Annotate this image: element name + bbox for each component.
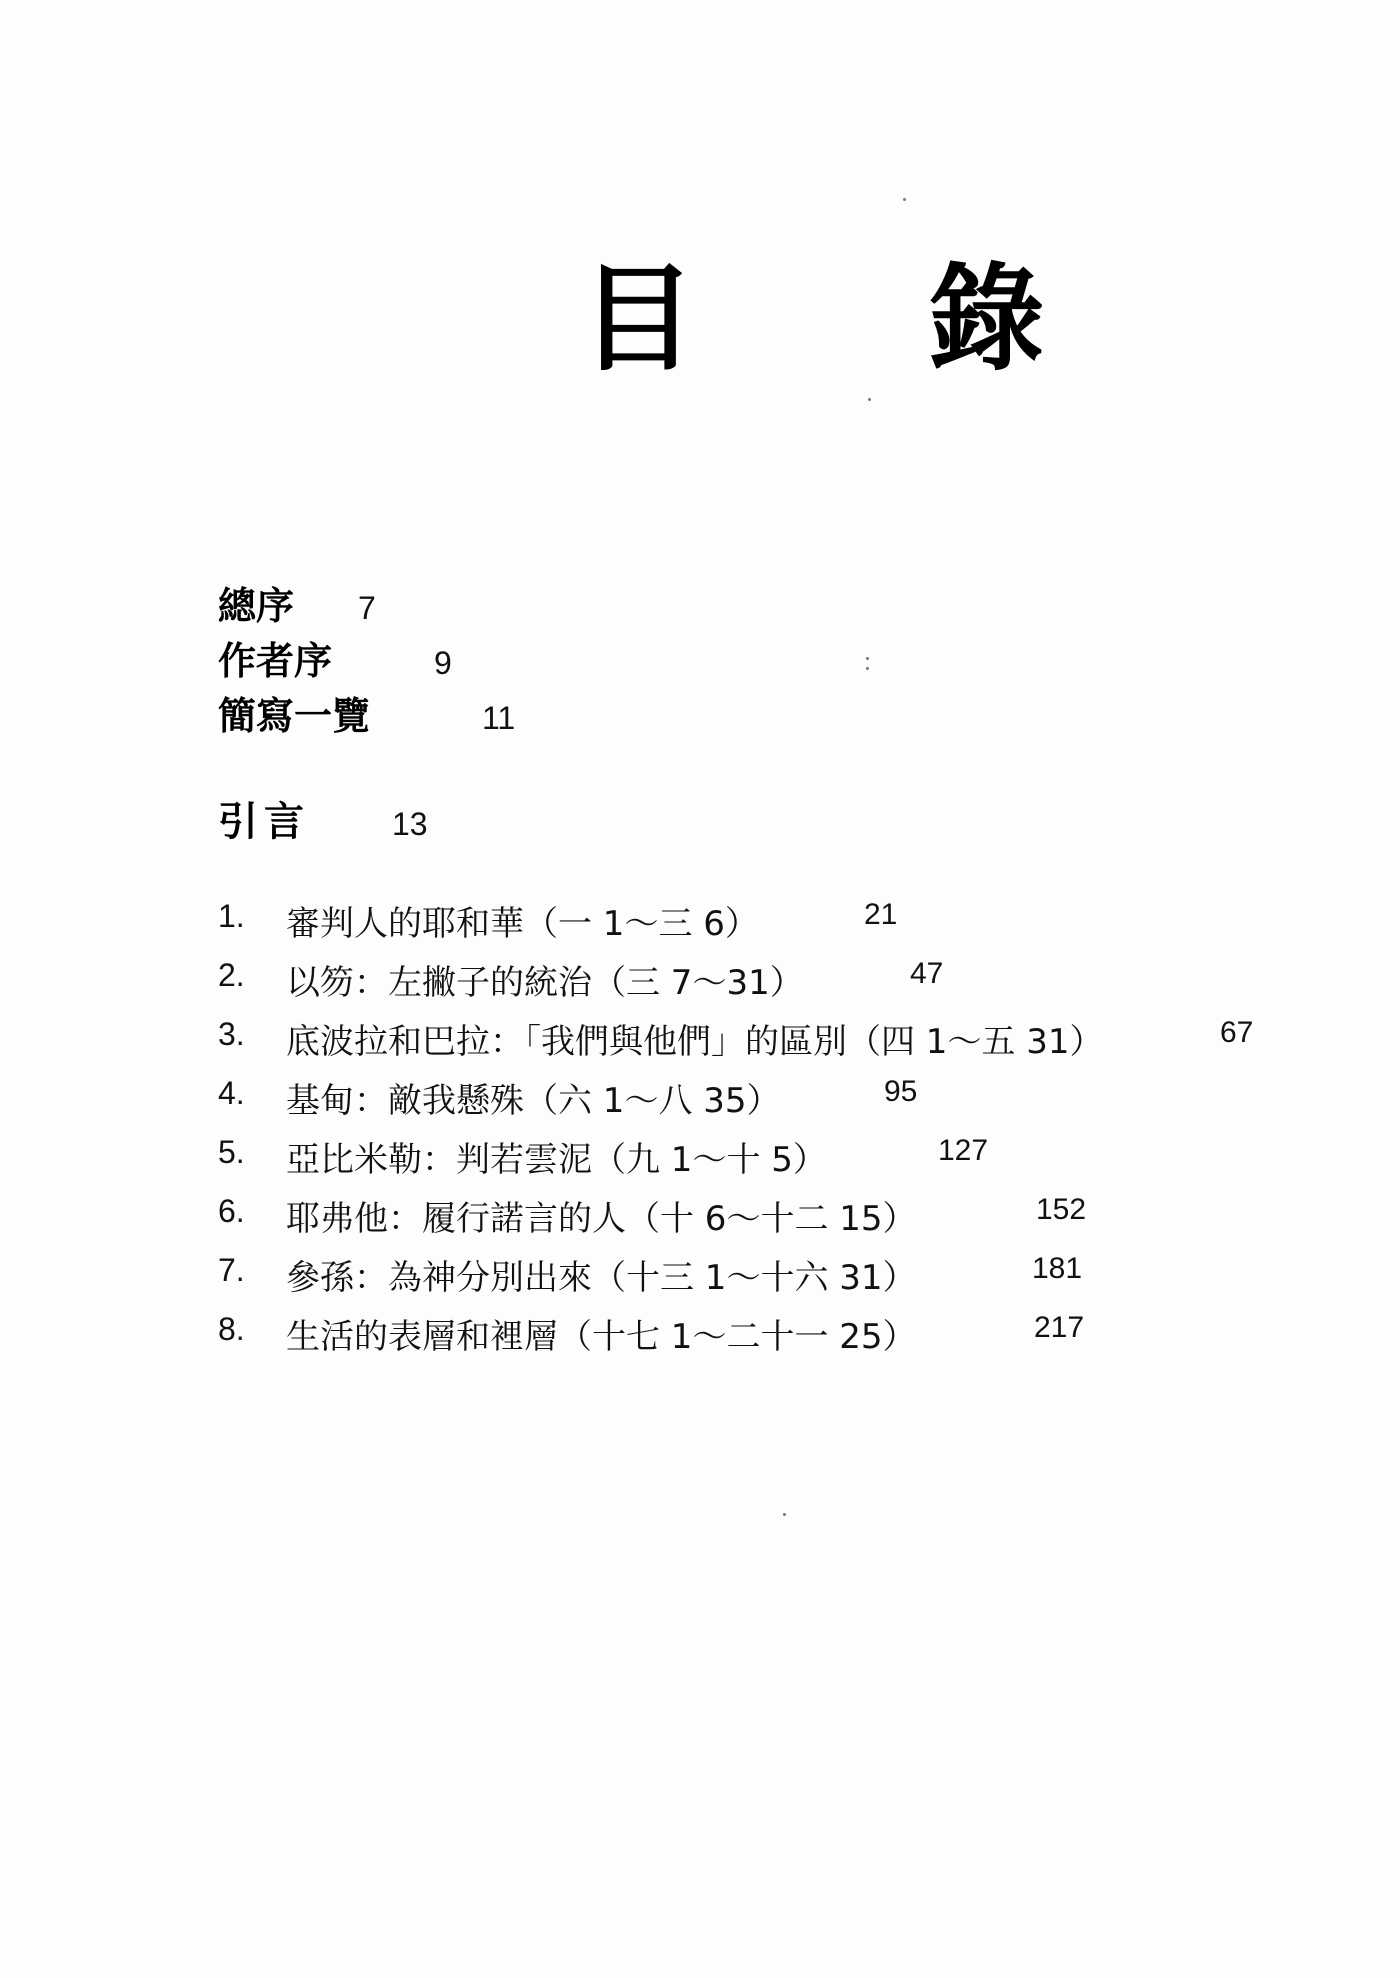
page-title: 目 錄 (580, 252, 1141, 387)
chapter-title: 基甸：敵我懸殊（六 1～八 35） (286, 1081, 781, 1121)
front-matter-label: 簡寫一覽 (218, 694, 371, 738)
chapter-title: 亞比米勒：判若雲泥（九 1～十 5） (286, 1140, 827, 1180)
chapter-page: 95 (884, 1075, 918, 1108)
chapter-number: 3. (218, 1016, 245, 1052)
chapter-page: 127 (938, 1134, 989, 1167)
chapter-title: 審判人的耶和華（一 1～三 6） (286, 904, 759, 944)
front-matter-label: 作者序 (218, 639, 333, 683)
scan-speck (868, 398, 871, 401)
intro-entry (218, 790, 428, 847)
front-matter-page: 9 (434, 645, 452, 681)
scan-speck (903, 198, 906, 201)
chapter-page: 21 (864, 898, 898, 931)
chapter-page: 181 (1032, 1252, 1083, 1285)
scan-speck (866, 657, 869, 660)
chapter-title: 耶弗他：履行諾言的人（十 6～十二 15） (286, 1199, 917, 1239)
chapter-number: 5. (218, 1134, 245, 1170)
scan-speck (783, 1513, 786, 1516)
chapter-number: 2. (218, 957, 245, 993)
front-matter-label: 總序 (218, 584, 295, 628)
front-matter-page: 7 (358, 590, 376, 626)
chapter-number: 6. (218, 1193, 245, 1229)
front-matter-page: 11 (482, 700, 516, 736)
front-matter-item (218, 575, 515, 630)
intro-label: 引言 (218, 799, 310, 845)
intro-page: 13 (392, 806, 428, 842)
chapter-number: 4. (218, 1075, 245, 1111)
chapter-title: 生活的表層和裡層（十七 1～二十一 25） (286, 1317, 917, 1357)
chapter-number: 8. (218, 1311, 245, 1347)
chapter-number: 7. (218, 1252, 245, 1288)
chapter-page: 67 (1220, 1016, 1254, 1049)
chapter-title: 底波拉和巴拉：「我們與他們」的區別（四 1～五 31） (286, 1022, 1104, 1062)
chapter-page: 217 (1034, 1311, 1085, 1344)
chapter-page: 152 (1036, 1193, 1087, 1226)
front-matter-list (218, 575, 515, 740)
front-matter-item (218, 630, 515, 685)
scan-speck (866, 667, 869, 670)
chapter-title: 以笏：左撇子的統治（三 7～31） (286, 963, 804, 1003)
chapter-page: 47 (910, 957, 944, 990)
front-matter-item (218, 685, 515, 740)
chapter-title: 參孫：為神分別出來（十三 1～十六 31） (286, 1258, 917, 1298)
chapter-number: 1. (218, 898, 245, 934)
